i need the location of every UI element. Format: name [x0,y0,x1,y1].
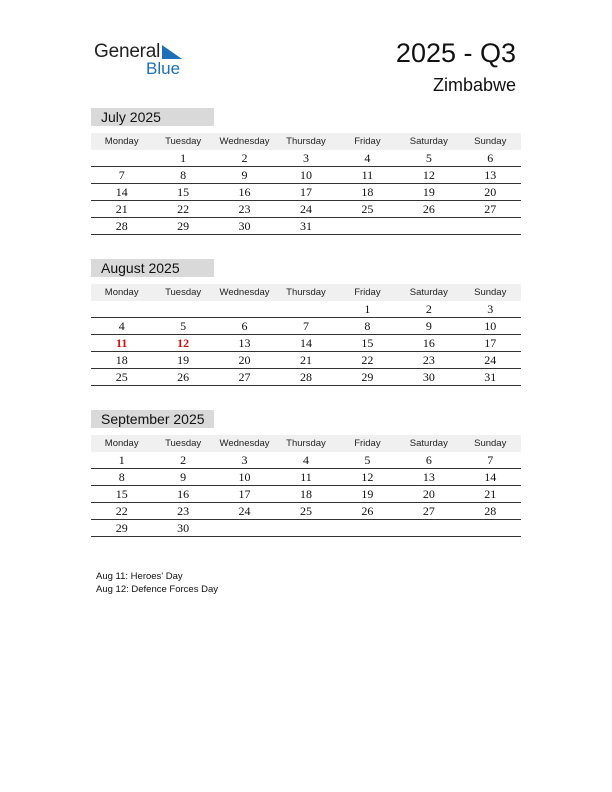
day-cell: 22 [361,353,374,367]
day-cell: 14 [115,185,128,199]
day-cell: 25 [115,370,128,384]
day-cell: 2 [425,302,432,316]
day-cell: 23 [238,202,251,216]
week-row [91,335,521,352]
weekday-header-row [91,133,521,150]
week-row [91,218,521,235]
day-cell: 5 [180,319,187,333]
day-cell: 3 [302,151,309,165]
holiday-note: Aug 11: Heroes’ Day [96,571,183,582]
day-cell: 17 [238,487,251,501]
day-cell: 16 [177,487,190,501]
week-row [91,301,521,318]
week-row [91,369,521,386]
empty-day-cell [337,218,398,234]
day-cell: 3 [241,453,248,467]
weekday-label: Monday [104,136,139,147]
week-row [91,469,521,486]
day-cell: 21 [484,487,497,501]
day-cell: 24 [484,353,497,367]
week-row [91,184,521,201]
day-cell: 12 [422,168,435,182]
month-title: August 2025 [91,259,214,277]
day-cell: 24 [238,504,251,518]
empty-day-cell [152,301,213,317]
empty-day-cell [337,520,398,536]
day-cell: 10 [484,319,497,333]
day-cell: 14 [484,470,497,484]
day-cell: 7 [487,453,494,467]
page-title: 2025 - Q3 [395,38,516,68]
day-cell: 29 [115,521,128,535]
day-cell: 12 [177,336,190,350]
empty-day-cell [91,301,152,317]
month-august [91,259,521,386]
day-cell: 11 [361,168,374,182]
day-cell: 8 [180,168,187,182]
weekday-label: Friday [354,136,381,147]
weekday-label: Sunday [474,438,507,449]
weekday-label: Sunday [474,287,507,298]
empty-day-cell [460,520,521,536]
day-cell: 5 [425,151,432,165]
day-cell: 29 [177,219,190,233]
day-cell: 23 [177,504,190,518]
day-cell: 6 [425,453,432,467]
day-cell: 30 [422,370,435,384]
weekday-label: Tuesday [165,136,202,147]
day-cell: 28 [299,370,312,384]
day-cell: 22 [177,202,190,216]
day-cell: 18 [115,353,128,367]
week-row [91,167,521,184]
day-cell: 9 [180,470,187,484]
day-cell: 10 [238,470,251,484]
weekday-label: Saturday [409,136,448,147]
day-cell: 17 [484,336,497,350]
day-cell: 5 [364,453,371,467]
weekday-label: Saturday [409,287,448,298]
weekday-label: Wednesday [219,136,270,147]
day-cell: 7 [302,319,309,333]
month-september [91,410,521,537]
day-cell: 27 [238,370,251,384]
day-cell: 1 [180,151,187,165]
day-cell: 20 [422,487,435,501]
weekday-label: Tuesday [165,438,202,449]
weekday-label: Friday [354,438,381,449]
day-cell: 1 [364,302,371,316]
weekday-label: Tuesday [165,287,202,298]
weekday-label: Wednesday [219,287,270,298]
day-cell: 15 [361,336,374,350]
day-cell: 29 [361,370,374,384]
day-cell: 4 [364,151,371,165]
day-cell: 13 [238,336,251,350]
month-title: July 2025 [91,108,214,126]
empty-day-cell [275,301,336,317]
day-cell: 9 [425,319,432,333]
logo-text-general: General [94,41,161,62]
empty-day-cell [398,218,459,234]
empty-day-cell [460,218,521,234]
weekday-label: Sunday [474,136,507,147]
weekday-label: Saturday [409,438,448,449]
empty-day-cell [214,520,275,536]
country-name: Zimbabwe [432,75,516,95]
day-cell: 10 [299,168,312,182]
day-cell: 1 [118,453,125,467]
day-cell: 30 [238,219,251,233]
day-cell: 15 [115,487,128,501]
day-cell: 21 [299,353,312,367]
day-cell: 6 [241,319,248,333]
month-title: September 2025 [91,410,214,428]
week-row [91,486,521,503]
day-cell: 16 [422,336,435,350]
day-cell: 4 [302,453,309,467]
day-cell: 20 [238,353,251,367]
weekday-label: Monday [104,287,139,298]
month-july [91,108,521,235]
week-row [91,452,521,469]
day-cell: 8 [364,319,371,333]
day-cell: 2 [241,151,248,165]
empty-day-cell [214,301,275,317]
day-cell: 14 [299,336,312,350]
weekday-label: Thursday [286,438,326,449]
week-row [91,520,521,537]
empty-day-cell [91,150,152,166]
day-cell: 26 [422,202,435,216]
day-cell: 19 [177,353,190,367]
weekday-header-row [91,284,521,301]
day-cell: 28 [115,219,128,233]
day-cell: 18 [361,185,374,199]
day-cell: 15 [177,185,190,199]
day-cell: 9 [241,168,248,182]
day-cell: 20 [484,185,497,199]
day-cell: 25 [361,202,374,216]
day-cell: 30 [177,521,190,535]
day-cell: 25 [299,504,312,518]
day-cell: 13 [422,470,435,484]
week-row [91,352,521,369]
day-cell: 17 [299,185,312,199]
day-cell: 8 [118,470,125,484]
day-cell: 26 [177,370,190,384]
logo [94,41,194,81]
weekday-label: Friday [354,287,381,298]
day-cell: 28 [484,504,497,518]
holiday-notes [96,570,218,596]
day-cell: 19 [361,487,374,501]
week-row [91,201,521,218]
day-cell: 4 [118,319,125,333]
day-cell: 13 [484,168,497,182]
day-cell: 27 [484,202,497,216]
day-cell: 6 [487,151,494,165]
day-cell: 2 [180,453,187,467]
week-row [91,150,521,167]
day-cell: 7 [118,168,125,182]
logo-text-blue: Blue [146,59,181,78]
day-cell: 31 [299,219,312,233]
logo-triangle-icon [160,43,184,61]
day-cell: 24 [299,202,312,216]
day-cell: 11 [116,336,128,350]
empty-day-cell [398,520,459,536]
day-cell: 27 [422,504,435,518]
day-cell: 12 [361,470,374,484]
week-row [91,503,521,520]
day-cell: 3 [487,302,494,316]
weekday-label: Thursday [286,136,326,147]
holiday-note: Aug 12: Defence Forces Day [96,584,218,595]
day-cell: 19 [422,185,435,199]
weekday-label: Wednesday [219,438,270,449]
empty-day-cell [275,520,336,536]
day-cell: 11 [300,470,312,484]
day-cell: 23 [422,353,435,367]
day-cell: 16 [238,185,251,199]
day-cell: 31 [484,370,497,384]
week-row [91,318,521,335]
day-cell: 22 [115,504,128,518]
day-cell: 18 [299,487,312,501]
weekday-label: Thursday [286,287,326,298]
weekday-label: Monday [104,438,139,449]
day-cell: 26 [361,504,374,518]
day-cell: 21 [115,202,128,216]
weekday-header-row [91,435,521,452]
